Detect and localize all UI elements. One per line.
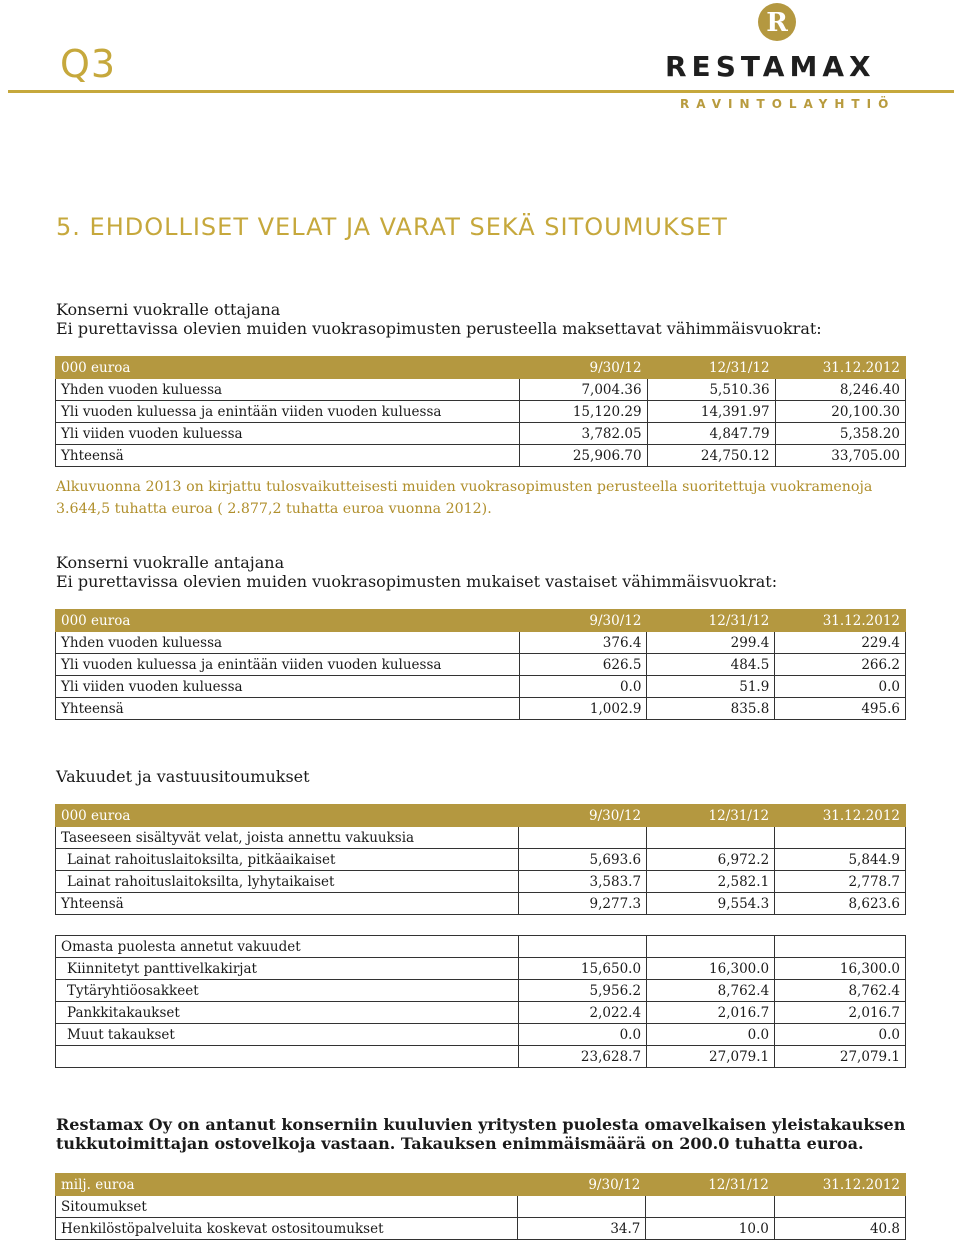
page-title: 5. EHDOLLISET VELAT JA VARAT SEKÄ SITOUMUKSET — [56, 213, 728, 241]
column-header: 000 euroa — [56, 805, 519, 827]
cell-value: 23,628.7 — [518, 1046, 646, 1068]
column-header: 9/30/12 — [518, 805, 646, 827]
section2-table — [55, 609, 906, 720]
cell-empty — [647, 827, 775, 849]
cell-value: 266.2 — [775, 654, 906, 676]
table-row — [56, 632, 906, 654]
cell-value: 3,782.05 — [519, 423, 647, 445]
column-header: 9/30/12 — [518, 1174, 646, 1196]
row-label: Henkilöstöpalveluita koskevat ostositoumukset — [56, 1218, 518, 1240]
section4-heading — [56, 1115, 905, 1153]
cell-value: 8,762.4 — [775, 980, 906, 1002]
table-header-row — [56, 357, 906, 379]
cell-value: 2,016.7 — [647, 1002, 775, 1024]
group-label: Omasta puolesta annetut vakuudet — [56, 936, 519, 958]
table-group-label — [56, 827, 906, 849]
cell-value: 10.0 — [646, 1218, 774, 1240]
table-header-row — [56, 805, 906, 827]
section2-heading-line2: Ei purettavissa olevien muiden vuokrasopimusten mukaiset vastaiset vähimmäisvuokrat: — [56, 572, 778, 591]
column-header: 31.12.2012 — [775, 610, 906, 632]
section1-heading-line1: Konserni vuokralle ottajana — [56, 300, 281, 319]
cell-value: 299.4 — [647, 632, 775, 654]
logo-tagline: RAVINTOLAYHTIÖ — [680, 97, 896, 111]
cell-value: 14,391.97 — [647, 401, 775, 423]
section2-heading — [56, 553, 777, 591]
cell-value: 626.5 — [519, 654, 646, 676]
cell-value: 9,554.3 — [647, 893, 775, 915]
group-label: Sitoumukset — [56, 1196, 518, 1218]
svg-text:R: R — [766, 8, 788, 38]
row-label: Tytäryhtiöosakkeet — [56, 980, 519, 1002]
cell-empty — [518, 827, 646, 849]
cell-value: 229.4 — [775, 632, 906, 654]
cell-empty — [518, 1196, 646, 1218]
column-header: 000 euroa — [56, 610, 520, 632]
cell-value: 4,847.79 — [647, 423, 775, 445]
cell-value: 1,002.9 — [519, 698, 646, 720]
section1-heading — [56, 300, 822, 338]
row-label: Yli viiden vuoden kuluessa — [56, 423, 520, 445]
cell-value: 3,583.7 — [518, 871, 646, 893]
note-line1: Alkuvuonna 2013 on kirjattu tulosvaikutteisesti muiden vuokrasopimusten perusteella suoritettuja vuokramenoja — [56, 479, 873, 495]
cell-value: 835.8 — [647, 698, 775, 720]
section4-heading-line1: Restamax Oy on antanut konserniin kuuluvien yritysten puolesta omavelkaisen yleistakauksen — [56, 1115, 906, 1134]
cell-value: 0.0 — [775, 1024, 906, 1046]
cell-value: 2,778.7 — [775, 871, 906, 893]
table-row-total — [56, 698, 906, 720]
cell-value: 6,972.2 — [647, 849, 775, 871]
quarter-label: Q3 — [60, 42, 117, 86]
cell-value: 7,004.36 — [519, 379, 647, 401]
table-row — [56, 401, 906, 423]
row-label: Yli viiden vuoden kuluessa — [56, 676, 520, 698]
cell-value: 27,079.1 — [647, 1046, 775, 1068]
cell-value: 20,100.30 — [775, 401, 905, 423]
table-spacer — [56, 915, 906, 936]
cell-value: 16,300.0 — [775, 958, 906, 980]
cell-value: 24,750.12 — [647, 445, 775, 467]
section1-table — [55, 356, 906, 467]
cell-value: 495.6 — [775, 698, 906, 720]
column-header: 9/30/12 — [519, 357, 647, 379]
table-row — [56, 379, 906, 401]
cell-value: 8,246.40 — [775, 379, 905, 401]
table-row — [56, 1024, 906, 1046]
cell-value: 8,762.4 — [647, 980, 775, 1002]
table-row — [56, 980, 906, 1002]
cell-value: 51.9 — [647, 676, 775, 698]
section2-heading-line1: Konserni vuokralle antajana — [56, 553, 285, 572]
table-row-total — [56, 445, 906, 467]
cell-value: 34.7 — [518, 1218, 646, 1240]
row-label: Pankkitakaukset — [56, 1002, 519, 1024]
table-row — [56, 423, 906, 445]
cell-empty — [775, 936, 906, 958]
table-header-row — [56, 610, 906, 632]
column-header: 31.12.2012 — [775, 805, 906, 827]
logo-wordmark: RESTAMAX — [665, 50, 876, 83]
cell-value: 5,693.6 — [518, 849, 646, 871]
cell-empty — [774, 1196, 905, 1218]
cell-value: 5,510.36 — [647, 379, 775, 401]
row-label — [56, 1046, 519, 1068]
table-group-label — [56, 1196, 906, 1218]
section1-heading-line2: Ei purettavissa olevien muiden vuokrasopimusten perusteella maksettavat vähimmäisvuokrat: — [56, 319, 822, 338]
column-header: 9/30/12 — [519, 610, 646, 632]
section3-heading — [56, 767, 310, 786]
table-header-row — [56, 1174, 906, 1196]
page-header — [0, 0, 960, 95]
table-row — [56, 1002, 906, 1024]
row-label: Lainat rahoituslaitoksilta, pitkäaikaiset — [56, 849, 519, 871]
column-header: 12/31/12 — [647, 357, 775, 379]
column-header: 31.12.2012 — [775, 357, 905, 379]
header-rule — [8, 90, 954, 93]
cell-value: 5,956.2 — [518, 980, 646, 1002]
table-row — [56, 1218, 906, 1240]
cell-value: 0.0 — [775, 676, 906, 698]
row-label: Yhteensä — [56, 698, 520, 720]
row-label: Yli vuoden kuluessa ja enintään viiden vuoden kuluessa — [56, 401, 520, 423]
table-row — [56, 871, 906, 893]
section4-heading-line2: tukkutoimittajan ostovelkoja vastaan. Takauksen enimmäismäärä on 200.0 tuhatta euroa. — [56, 1134, 864, 1153]
column-header: 31.12.2012 — [774, 1174, 905, 1196]
cell-value: 9,277.3 — [518, 893, 646, 915]
cell-value: 0.0 — [647, 1024, 775, 1046]
note-line2: 3.644,5 tuhatta euroa ( 2.877,2 tuhatta euroa vuonna 2012). — [56, 501, 492, 517]
cell-empty — [518, 936, 646, 958]
table-row-total — [56, 893, 906, 915]
cell-value: 5,358.20 — [775, 423, 905, 445]
row-label: Lainat rahoituslaitoksilta, lyhytaikaiset — [56, 871, 519, 893]
table-row — [56, 676, 906, 698]
section4-table — [55, 1173, 906, 1240]
cell-value: 484.5 — [647, 654, 775, 676]
table-row — [56, 849, 906, 871]
row-label: Muut takaukset — [56, 1024, 519, 1046]
column-header: 12/31/12 — [647, 805, 775, 827]
cell-value: 2,582.1 — [647, 871, 775, 893]
cell-value: 15,120.29 — [519, 401, 647, 423]
cell-empty — [775, 827, 906, 849]
cell-empty — [646, 1196, 774, 1218]
column-header: 12/31/12 — [646, 1174, 774, 1196]
column-header: milj. euroa — [56, 1174, 518, 1196]
cell-value: 8,623.6 — [775, 893, 906, 915]
group-label: Taseeseen sisältyvät velat, joista annettu vakuuksia — [56, 827, 519, 849]
row-label: Yhteensä — [56, 893, 519, 915]
restamax-logo-icon — [757, 2, 797, 42]
row-label: Yhden vuoden kuluessa — [56, 379, 520, 401]
cell-value: 25,906.70 — [519, 445, 647, 467]
column-header: 12/31/12 — [647, 610, 775, 632]
cell-value: 0.0 — [518, 1024, 646, 1046]
cell-value: 5,844.9 — [775, 849, 906, 871]
section3-heading-line1: Vakuudet ja vastuusitoumukset — [56, 767, 310, 786]
cell-value: 27,079.1 — [775, 1046, 906, 1068]
section3-table — [55, 804, 906, 1068]
table-group-label — [56, 936, 906, 958]
table-row — [56, 958, 906, 980]
table-row-total — [56, 1046, 906, 1068]
row-label: Yli vuoden kuluessa ja enintään viiden vuoden kuluessa — [56, 654, 520, 676]
cell-value: 2,022.4 — [518, 1002, 646, 1024]
cell-value: 0.0 — [519, 676, 646, 698]
cell-value: 2,016.7 — [775, 1002, 906, 1024]
cell-value: 16,300.0 — [647, 958, 775, 980]
section1-note — [56, 476, 926, 520]
row-label: Kiinnitetyt panttivelkakirjat — [56, 958, 519, 980]
cell-value: 15,650.0 — [518, 958, 646, 980]
cell-empty — [647, 936, 775, 958]
table-row — [56, 654, 906, 676]
column-header: 000 euroa — [56, 357, 520, 379]
cell-value: 40.8 — [774, 1218, 905, 1240]
cell-value: 33,705.00 — [775, 445, 905, 467]
row-label: Yhteensä — [56, 445, 520, 467]
cell-value: 376.4 — [519, 632, 646, 654]
row-label: Yhden vuoden kuluessa — [56, 632, 520, 654]
